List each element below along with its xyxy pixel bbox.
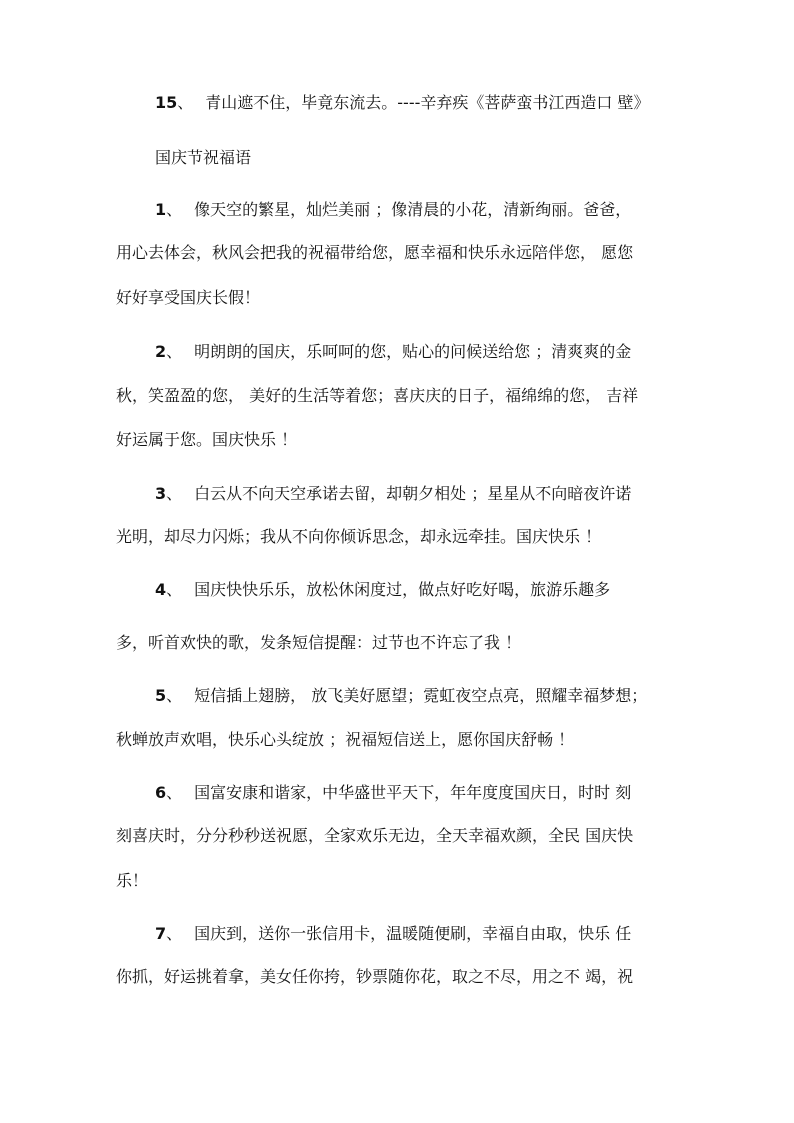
paragraph-line-1	[155, 200, 675, 220]
item-separator: 、	[177, 93, 194, 112]
line-text: 短信插上翅膀， 放飞美好愿望；霓虹夜空点亮，照耀幸福梦想；	[194, 686, 648, 705]
paragraph-line-7	[155, 924, 675, 944]
paragraph-line	[116, 288, 676, 308]
line-text: 国富安康和谐家，中华盛世平天下，年年度度国庆日，时时 刻	[194, 783, 632, 802]
item-number: 15	[155, 93, 178, 112]
line-text: 秋，笑盈盈的您， 美好的生活等着您；喜庆庆的日子，福绵绵的您， 吉祥	[116, 386, 639, 405]
line-text: 国庆快快乐乐，放松休闲度过，做点好吃好喝，旅游乐趣多	[194, 580, 611, 599]
paragraph-line-15	[155, 93, 675, 113]
line-text: 国庆到，送你一张信用卡，温暖随便刷，幸福自由取，快乐 任	[194, 924, 632, 943]
item-separator: 、	[166, 342, 183, 361]
paragraph-line	[116, 826, 676, 846]
line-text: 光明，却尽力闪烁；我从不向你倾诉思念，却永远牵挂。国庆快乐 ！	[116, 527, 602, 546]
item-number: 1	[155, 200, 167, 219]
section-heading	[155, 148, 675, 168]
item-number: 4	[155, 580, 167, 599]
paragraph-line	[116, 871, 676, 891]
line-text: 白云从不向天空承诺去留，却朝夕相处 ；星星从不向暗夜许诺	[194, 484, 632, 503]
paragraph-line	[116, 730, 676, 750]
item-separator: 、	[166, 200, 183, 219]
item-separator: 、	[166, 686, 183, 705]
line-text: 用心去体会，秋风会把我的祝福带给您，愿幸福和快乐永远陪伴您， 愿您	[116, 243, 634, 262]
paragraph-line	[116, 243, 676, 263]
line-text: 秋蝉放声欢唱，快乐心头绽放 ；祝福短信送上，愿你国庆舒畅 ！	[116, 730, 575, 749]
paragraph-line	[116, 527, 676, 547]
paragraph-line-4	[155, 580, 675, 600]
paragraph-line	[116, 430, 676, 450]
line-text: 多，听首欢快的歌，发条短信提醒：过节也不许忘了我 ！	[116, 633, 522, 652]
item-number: 5	[155, 686, 167, 705]
paragraph-line	[116, 967, 676, 987]
line-text: 明朗朗的国庆，乐呵呵的您，贴心的问候送给您 ；清爽爽的金	[194, 342, 632, 361]
item-number: 6	[155, 783, 167, 802]
line-text: 好好享受国庆长假！	[116, 288, 261, 307]
item-separator: 、	[166, 924, 183, 943]
paragraph-line-2	[155, 342, 675, 362]
paragraph-line	[116, 633, 676, 653]
line-text: 青山遮不住，毕竟东流去。----辛弃疾《菩萨蛮书江西造口 壁》	[205, 93, 650, 112]
item-separator: 、	[166, 783, 183, 802]
item-number: 3	[155, 484, 167, 503]
paragraph-line-6	[155, 783, 675, 803]
heading-text: 国庆节祝福语	[155, 148, 252, 167]
item-number: 7	[155, 924, 167, 943]
line-text: 像天空的繁星，灿烂美丽 ；像清晨的小花，清新绚丽。爸爸，	[194, 200, 632, 219]
item-separator: 、	[166, 484, 183, 503]
line-text: 刻喜庆时，分分秒秒送祝愿，全家欢乐无边，全天幸福欢颜，全民 国庆快	[116, 826, 634, 845]
line-text: 乐！	[116, 871, 149, 890]
paragraph-line-5	[155, 686, 675, 706]
item-separator: 、	[166, 580, 183, 599]
item-number: 2	[155, 342, 167, 361]
line-text: 好运属于您。国庆快乐 ！	[116, 430, 298, 449]
paragraph-line	[116, 386, 676, 406]
line-text: 你抓，好运挑着拿，美女任你挎，钞票随你花，取之不尽，用之不 竭，祝	[116, 967, 634, 986]
paragraph-line-3	[155, 484, 675, 504]
